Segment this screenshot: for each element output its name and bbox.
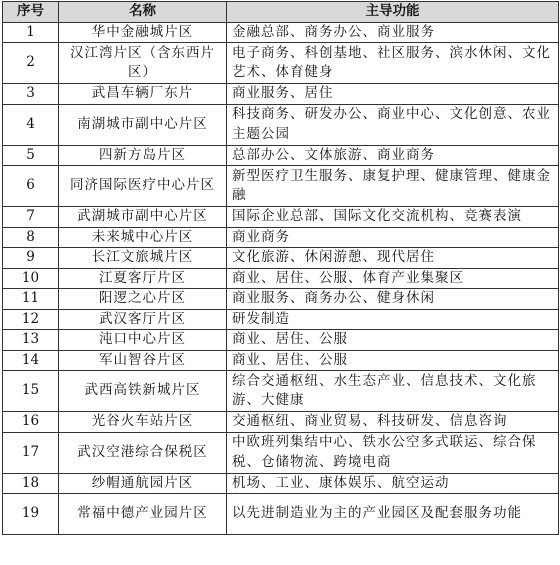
main-function: 文化旅游、休闲游憩、现代居住 (227, 248, 559, 269)
district-name: 沌口中心片区 (59, 330, 227, 351)
row-number: 1 (3, 22, 59, 43)
table-row (3, 43, 559, 84)
table-row (3, 268, 559, 289)
header-function: 主导功能 (227, 2, 559, 23)
table-row (3, 227, 559, 248)
row-number: 7 (3, 207, 59, 228)
table-row (3, 412, 559, 433)
district-name: 武汉客厅片区 (59, 309, 227, 330)
row-number: 4 (3, 104, 59, 145)
row-number: 18 (3, 473, 59, 494)
table-row (3, 432, 559, 473)
district-name: 汉江湾片区（含东西片区） (59, 43, 227, 84)
row-number: 2 (3, 43, 59, 84)
main-function: 中欧班列集结中心、铁水公空多式联运、综合保税、仓储物流、跨境电商 (227, 432, 559, 473)
main-function: 总部办公、文体旅游、商业商务 (227, 145, 559, 166)
row-number: 3 (3, 84, 59, 105)
table-row (3, 473, 559, 494)
main-function: 交通枢纽、商业贸易、科技研发、信息咨询 (227, 412, 559, 433)
main-function: 商业商务 (227, 227, 559, 248)
table-row (3, 350, 559, 371)
main-function: 金融总部、商务办公、商业服务 (227, 22, 559, 43)
main-function: 机场、工业、康体娱乐、航空运动 (227, 473, 559, 494)
table-row (3, 22, 559, 43)
main-function: 商业服务、商务办公、健身休闲 (227, 289, 559, 310)
district-name: 常福中德产业园片区 (59, 494, 227, 535)
district-name: 华中金融城片区 (59, 22, 227, 43)
district-name: 武汉空港综合保税区 (59, 432, 227, 473)
main-function: 综合交通枢纽、水生态产业、信息技术、文化旅游、大健康 (227, 371, 559, 412)
function-table (2, 1, 559, 535)
main-function: 科技商务、研发办公、商业中心、文化创意、农业主题公园 (227, 104, 559, 145)
district-name: 军山智谷片区 (59, 350, 227, 371)
main-function: 研发制造 (227, 309, 559, 330)
district-name: 阳逻之心片区 (59, 289, 227, 310)
table-row (3, 371, 559, 412)
district-name: 武昌车辆厂东片 (59, 84, 227, 105)
main-function: 商业、居住、公服 (227, 330, 559, 351)
table-row (3, 84, 559, 105)
row-number: 5 (3, 145, 59, 166)
district-name: 同济国际医疗中心片区 (59, 166, 227, 207)
main-function: 以先进制造业为主的产业园区及配套服务功能 (227, 494, 559, 535)
table-row (3, 309, 559, 330)
table-row (3, 330, 559, 351)
district-name: 四新方岛片区 (59, 145, 227, 166)
row-number: 19 (3, 494, 59, 535)
table-row (3, 248, 559, 269)
main-function: 电子商务、科创基地、社区服务、滨水休闲、文化艺术、体育健身 (227, 43, 559, 84)
district-name: 南湖城市副中心片区 (59, 104, 227, 145)
table-body (3, 22, 559, 535)
row-number: 13 (3, 330, 59, 351)
table-row (3, 145, 559, 166)
row-number: 9 (3, 248, 59, 269)
table-row (3, 104, 559, 145)
district-name: 纱帽通航园片区 (59, 473, 227, 494)
main-function: 新型医疗卫生服务、康复护理、健康管理、健康金融 (227, 166, 559, 207)
main-function: 商业、居住、公服、体育产业集聚区 (227, 268, 559, 289)
table-row (3, 494, 559, 535)
row-number: 16 (3, 412, 59, 433)
table-container (2, 1, 559, 535)
row-number: 6 (3, 166, 59, 207)
header-name: 名称 (59, 2, 227, 23)
header-no: 序号 (3, 2, 59, 23)
row-number: 14 (3, 350, 59, 371)
main-function: 商业、居住、公服 (227, 350, 559, 371)
table-row (3, 289, 559, 310)
row-number: 8 (3, 227, 59, 248)
district-name: 光谷火车站片区 (59, 412, 227, 433)
table-row (3, 207, 559, 228)
table-header (3, 2, 559, 23)
district-name: 未来城中心片区 (59, 227, 227, 248)
district-name: 武西高铁新城片区 (59, 371, 227, 412)
district-name: 武湖城市副中心片区 (59, 207, 227, 228)
row-number: 12 (3, 309, 59, 330)
row-number: 11 (3, 289, 59, 310)
district-name: 长江文旅城片区 (59, 248, 227, 269)
district-name: 江夏客厅片区 (59, 268, 227, 289)
row-number: 17 (3, 432, 59, 473)
row-number: 15 (3, 371, 59, 412)
row-number: 10 (3, 268, 59, 289)
table-row (3, 166, 559, 207)
main-function: 商业服务、居住 (227, 84, 559, 105)
main-function: 国际企业总部、国际文化交流机构、竞赛表演 (227, 207, 559, 228)
